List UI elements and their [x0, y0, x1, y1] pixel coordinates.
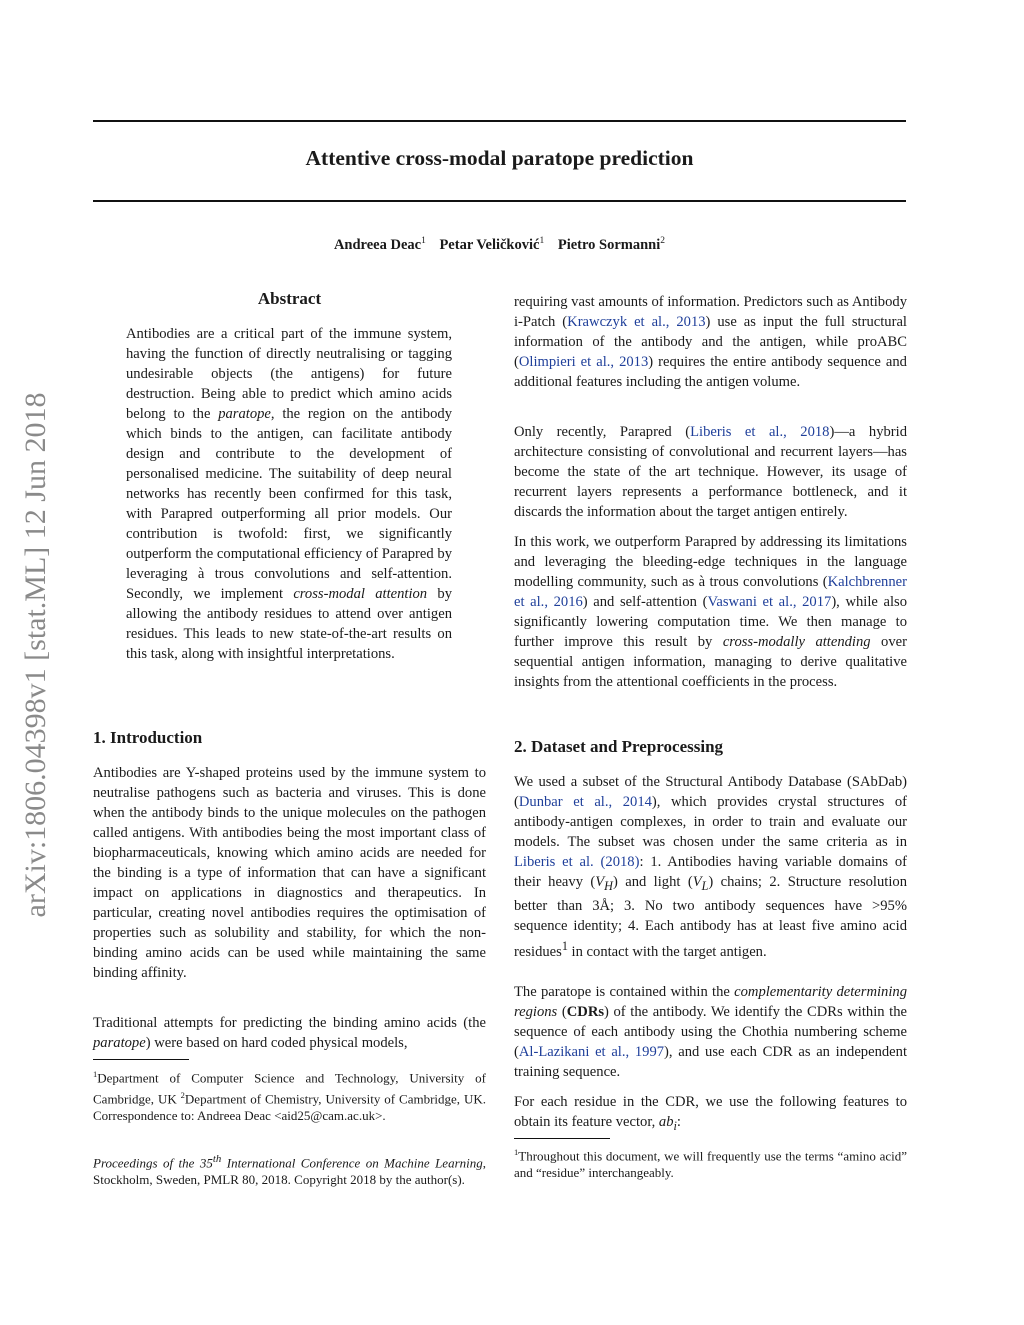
proceedings-note: Proceedings of the 35th International Conference on Machine Learning, Stockholm, Sweden, PMLR 80, 2018. Copyright 2018 by the author(s). — [93, 1153, 486, 1188]
abstract-heading: Abstract — [257, 289, 322, 308]
intro-paragraph: Antibodies are Y-shaped proteins used by the immune system to neutralise pathogens such as bacteria and viruses. This is done when the antibody binds to the unique molecules on the pathogen called antigens. With antibodies being the most important class of biopharmaceuticals, knowing which amino acids are needed for the binding is a type of information that can have a significant impact on applications in diagnostics and therapeutics. In particular, creating novel antibodies requires the optimisation of properties such as solubility and stability, for which the non-binding amino acids can be used while maintaining the same binding affinity. — [93, 765, 486, 981]
citation-link[interactable]: Liberis et al. (2018) — [514, 854, 640, 870]
footnote-rule — [514, 1138, 610, 1139]
author-affiliation: 1 — [421, 236, 426, 246]
author-affiliation: 1 — [539, 236, 545, 246]
dataset-paragraph: For each residue in the CDR, we use the following features to obtain its feature vector, $ab_i$: — [514, 1094, 907, 1133]
citation-link[interactable]: Liberis et al., 2018 — [690, 424, 830, 440]
dataset-paragraph: The paratope is contained within the complementarity determining regions (CDRs) of the antibody. We identify the CDRs within the sequence of each antibody using the Chothia numbering scheme (Al-Lazikani et al., 1997), and use each CDR as an independent training sequence. — [514, 984, 908, 1080]
citation-link[interactable]: Vaswani et al., 2017 — [707, 594, 832, 610]
paper-title: Attentive cross-modal paratope prediction — [305, 146, 694, 170]
citation-link[interactable]: Al-Lazikani et al., 1997 — [518, 1044, 665, 1060]
author-name: Pietro Sormanni — [557, 236, 661, 253]
abstract-body: Antibodies are a critical part of the immune system, having the function of directly neutralising or tagging undesirable objects (the antigens) for future destruction. Being able to predict which amino acids belong to the paratope, the region on the antibody which binds to the antigen, can facilitate antibody design and contribute to the development of personalised medicine. The suitability of deep neural networks has recently been confirmed for this task, with Parapred outperforming all prior models. Our contribution is twofold: first, we significantly outperform the computational efficiency of Parapred by leveraging à trous convolutions and self-attention. Secondly, we implement cross-modal attention by allowing the antibody residues to attend over antigen residues. This leads to new state-of-the-art results on this task, along with insightful interpretations. — [126, 326, 452, 662]
terminology-footnote: $^1$Throughout this document, we will frequently use the terms “amino acid” and “residue” interchangeably. — [514, 1147, 907, 1180]
affiliations-footnote: $^1$Department of Computer Science and Technology, University of Cambridge, UK $^2$Department of Chemistry, University of Cambridge, UK. Correspondence to: Andreea Deac <aid25@cam.ac.uk>. — [93, 1069, 486, 1123]
footnote-rule — [93, 1059, 189, 1060]
author-name: Petar Veličković — [439, 236, 540, 253]
title-bottom-rule — [93, 200, 906, 202]
citation-link[interactable]: Olimpieri et al., 2013 — [518, 354, 649, 370]
intro-paragraph: requiring vast amounts of information. Predictors such as Antibody i-Patch (Krawczyk et al., 2013) use as input the full structural information of the antibody and the antigen, while proABC (Olimpieri et al., 2013) requires the entire antibody sequence and additional features including the antigen volume. — [514, 294, 907, 390]
section-heading-dataset: 2. Dataset and Preprocessing — [514, 737, 724, 756]
citation-link[interactable]: Dunbar et al., 2014 — [518, 794, 652, 810]
arxiv-stamp: arXiv:1806.04398v1 [stat.ML] 12 Jun 2018 — [19, 392, 52, 918]
author-name: Andreea Deac — [333, 236, 422, 253]
citation-link[interactable]: Kalchbrenner et al., 2016 — [514, 574, 907, 610]
title-top-rule — [93, 120, 906, 122]
section-heading-introduction: 1. Introduction — [93, 728, 203, 747]
author-affiliation: 2 — [660, 236, 666, 246]
intro-paragraph: In this work, we outperform Parapred by addressing its limitations and leveraging the bleeding-edge techniques in the language modelling community, such as à trous convolutions (Kalchbrenner et al., 2016) and self-attention (Vaswani et al., 2017), while also significantly lowering computation time. We then manage to further improve this result by cross-modally attending over sequential antigen information, managing to derive qualitative insights from the attentional coefficients in the process. — [514, 534, 907, 690]
citation-link[interactable]: Krawczyk et al., 2013 — [567, 314, 706, 330]
intro-paragraph: Only recently, Parapred (Liberis et al., 2018)—a hybrid architecture consisting of convolutional and recurrent layers—has become the state of the art technique. However, its usage of recurrent layers represents a performance bottleneck, and it discards the information about the target antigen entirely. — [514, 424, 907, 520]
author-list — [93, 236, 906, 254]
intro-paragraph: Traditional attempts for predicting the binding amino acids (the paratope) were based on hard coded physical models, — [93, 1015, 486, 1051]
footnote-marker[interactable]: 1 — [561, 938, 568, 953]
dataset-paragraph: We used a subset of the Structural Antibody Database (SAbDab) (Dunbar et al., 2014), which provides crystal structures of antibody-antigen complexes, in order to train and evaluate our models. The subset was chosen under the same criteria as in Liberis et al. (2018): 1. Antibodies having variable domains of their heavy $(V_H)$ and light $(V_L)$ chains; 2. Structure resolution better than 3Å; 3. No two antibody sequences have >95% sequence identity; 4. Each antibody has at least five amino acid residues$^1$ in contact with the target antigen. — [514, 774, 908, 960]
